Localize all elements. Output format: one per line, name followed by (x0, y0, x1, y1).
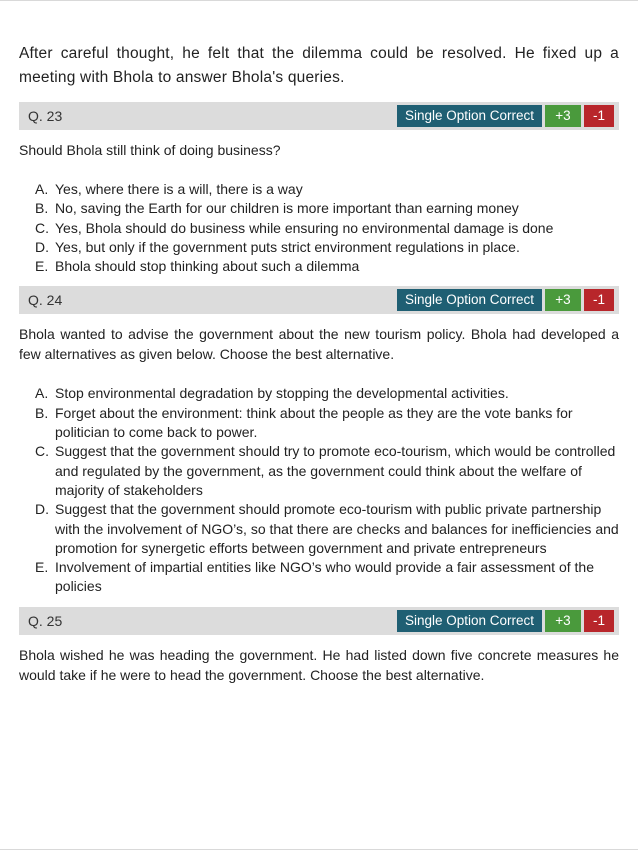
option-c (19, 442, 619, 500)
question-tags (397, 610, 614, 632)
options-list (19, 180, 619, 276)
question-header (19, 607, 619, 635)
negative-marks-badge: -1 (584, 610, 614, 632)
question-number: Q. 25 (28, 612, 63, 629)
negative-marks-badge: -1 (584, 289, 614, 311)
option-letter: C. (35, 219, 49, 236)
option-letter: B. (35, 404, 49, 421)
question-tags (397, 289, 614, 311)
option-text: Yes, where there is a will, there is a way (55, 181, 303, 197)
option-b (19, 404, 619, 443)
option-d (19, 500, 619, 558)
question-text: Bhola wished he was heading the government. He had listed down five concrete measures he would take if he were to head the government. Choose the best alternative. (19, 646, 619, 683)
option-a (19, 180, 619, 199)
question-tags (397, 105, 614, 127)
option-c (19, 219, 619, 238)
question-header (19, 102, 619, 130)
negative-marks-badge: -1 (584, 105, 614, 127)
option-text: Suggest that the government should promote eco-tourism with public private partnership with the involvement of NGO’s, so that there are checks and balances for inefficiencies and promotion for synergetic efforts between government and private entrepreneurs (55, 501, 619, 556)
option-text: Suggest that the government should try to promote eco-tourism, which would be controlled and regulated by the government, as the government could think about the welfare of majority of stakeholders (55, 443, 616, 498)
option-letter: B. (35, 200, 49, 217)
top-divider (0, 0, 638, 1)
positive-marks-badge: +3 (545, 610, 581, 632)
option-letter: E. (35, 559, 49, 576)
option-e (19, 558, 619, 597)
option-b (19, 199, 619, 218)
option-text: Involvement of impartial entities like NGO’s who would provide a fair assessment of the policies (55, 559, 594, 595)
option-letter: C. (35, 443, 49, 460)
option-letter: E. (35, 258, 49, 275)
option-a (19, 384, 619, 403)
positive-marks-badge: +3 (545, 289, 581, 311)
question-text: Should Bhola still think of doing business? (19, 142, 281, 158)
question-type-badge: Single Option Correct (397, 105, 542, 127)
question-block-24 (19, 286, 619, 596)
option-letter: A. (35, 181, 49, 197)
option-letter: A. (35, 385, 49, 402)
option-text: Yes, but only if the government puts strict environment regulations in place. (55, 238, 520, 255)
option-text: Yes, Bhola should do business while ensuring no environmental damage is done (55, 219, 554, 236)
option-letter: D. (35, 501, 49, 518)
question-number: Q. 23 (28, 108, 63, 124)
option-letter: D. (35, 238, 49, 255)
options-list (19, 384, 619, 596)
question-block-25 (19, 607, 619, 685)
option-d (19, 238, 619, 257)
question-header (19, 286, 619, 314)
document-content (19, 42, 619, 695)
intro-paragraph: After careful thought, he felt that the dilemma could be resolved. He fixed up a meeting with Bhola to answer Bhola's queries. (19, 45, 619, 86)
question-type-badge: Single Option Correct (397, 610, 542, 632)
positive-marks-badge: +3 (545, 105, 581, 127)
option-text: Bhola should stop thinking about such a dilemma (55, 258, 360, 275)
option-text: Forget about the environment: think about the people as they are the vote banks for politician to come back to power. (55, 404, 573, 441)
question-text: Bhola wanted to advise the government about the new tourism policy. Bhola had developed a few alternatives as given below. Choose the best alternative. (19, 326, 619, 363)
question-number: Q. 24 (28, 292, 63, 309)
question-type-badge: Single Option Correct (397, 289, 542, 311)
option-text: Stop environmental degradation by stopping the developmental activities. (55, 385, 509, 402)
option-text: No, saving the Earth for our children is more important than earning money (55, 200, 519, 217)
question-block-23 (19, 102, 619, 276)
option-e (19, 257, 619, 276)
